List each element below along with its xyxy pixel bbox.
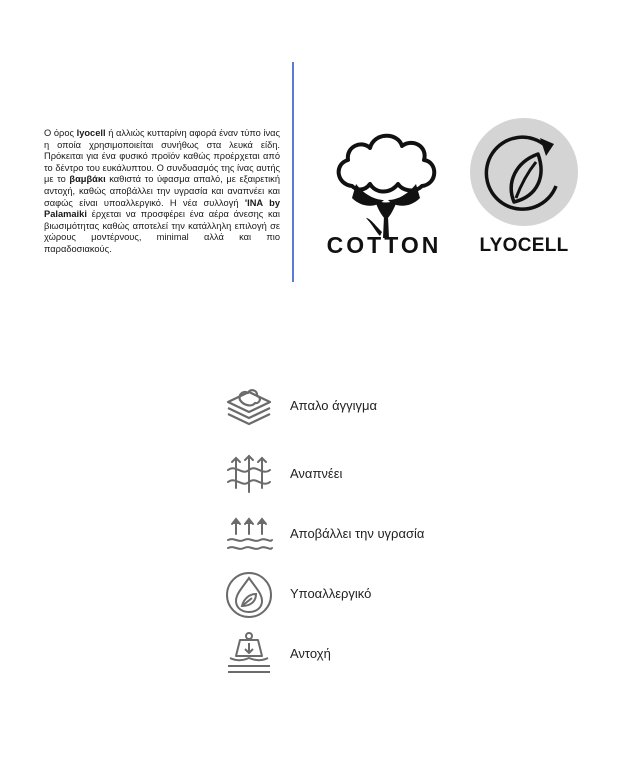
leaf-cycle-icon [468,116,580,228]
feature-label: Αναπνέει [290,466,343,481]
hypoallergenic-leaf-icon [222,568,276,622]
feature-durability [222,628,542,684]
durability-weight-icon [222,628,276,682]
intro-paragraph [44,128,280,256]
lyocell-wordmark: LYOCELL [479,235,569,256]
feature-label: Υποαλλεργικό [290,586,372,601]
moisture-wicking-icon [222,508,276,562]
feature-hypoallergenic [222,568,542,624]
intro-bold-lyocell: lyocell [76,128,106,138]
feature-label: Απαλο άγγιγμα [290,398,378,413]
intro-text-1: Ο όρος [44,128,77,138]
feature-soft-touch [222,380,542,436]
soft-layers-icon [222,380,276,434]
vertical-divider [292,62,294,282]
breathable-fabric-icon [222,448,276,502]
intro-bold-cotton: βαμβάκι [69,174,106,185]
intro-text-3: καθιστά το ύφασμα απαλό, με εξαιρετική αντοχή, καθώς αποβάλλει την υγρασία και αναπνέει και σαφώς είναι υποαλλεργικό. Η νέα συλλογή [44,174,280,208]
feature-breathable [222,448,542,504]
feature-moisture [222,508,542,564]
feature-label: Αντοχή [290,646,331,661]
feature-label: Αποβάλλει την υγρασία [290,526,425,541]
cotton-wordmark: COTTON [326,232,442,258]
intro-text-4: έρχεται να προσφέρει ένα αέρα άνεσης και βιωσιμότητας καθώς αποτελεί την κατάλληλη επιλογή σε χώρους μοντέρνους, minimal αλλά και πιο παραδοσιακούς. [44,209,280,254]
intro-bold-brand: 'INA by Palamaiki [44,197,281,220]
intro-text-2: ή αλλιώς κυτταρίνη αφορά έναν τύπο ίνας η οποία χρησιμοποιείται συνήθως στα λευκά είδη. Πρόκειται για ένα φυσικό προϊόν καθώς προέρχεται από το δέντρο του ευκάλυπτου. Ο συνδυασμός της ίνας αυτής με το [44,128,280,185]
